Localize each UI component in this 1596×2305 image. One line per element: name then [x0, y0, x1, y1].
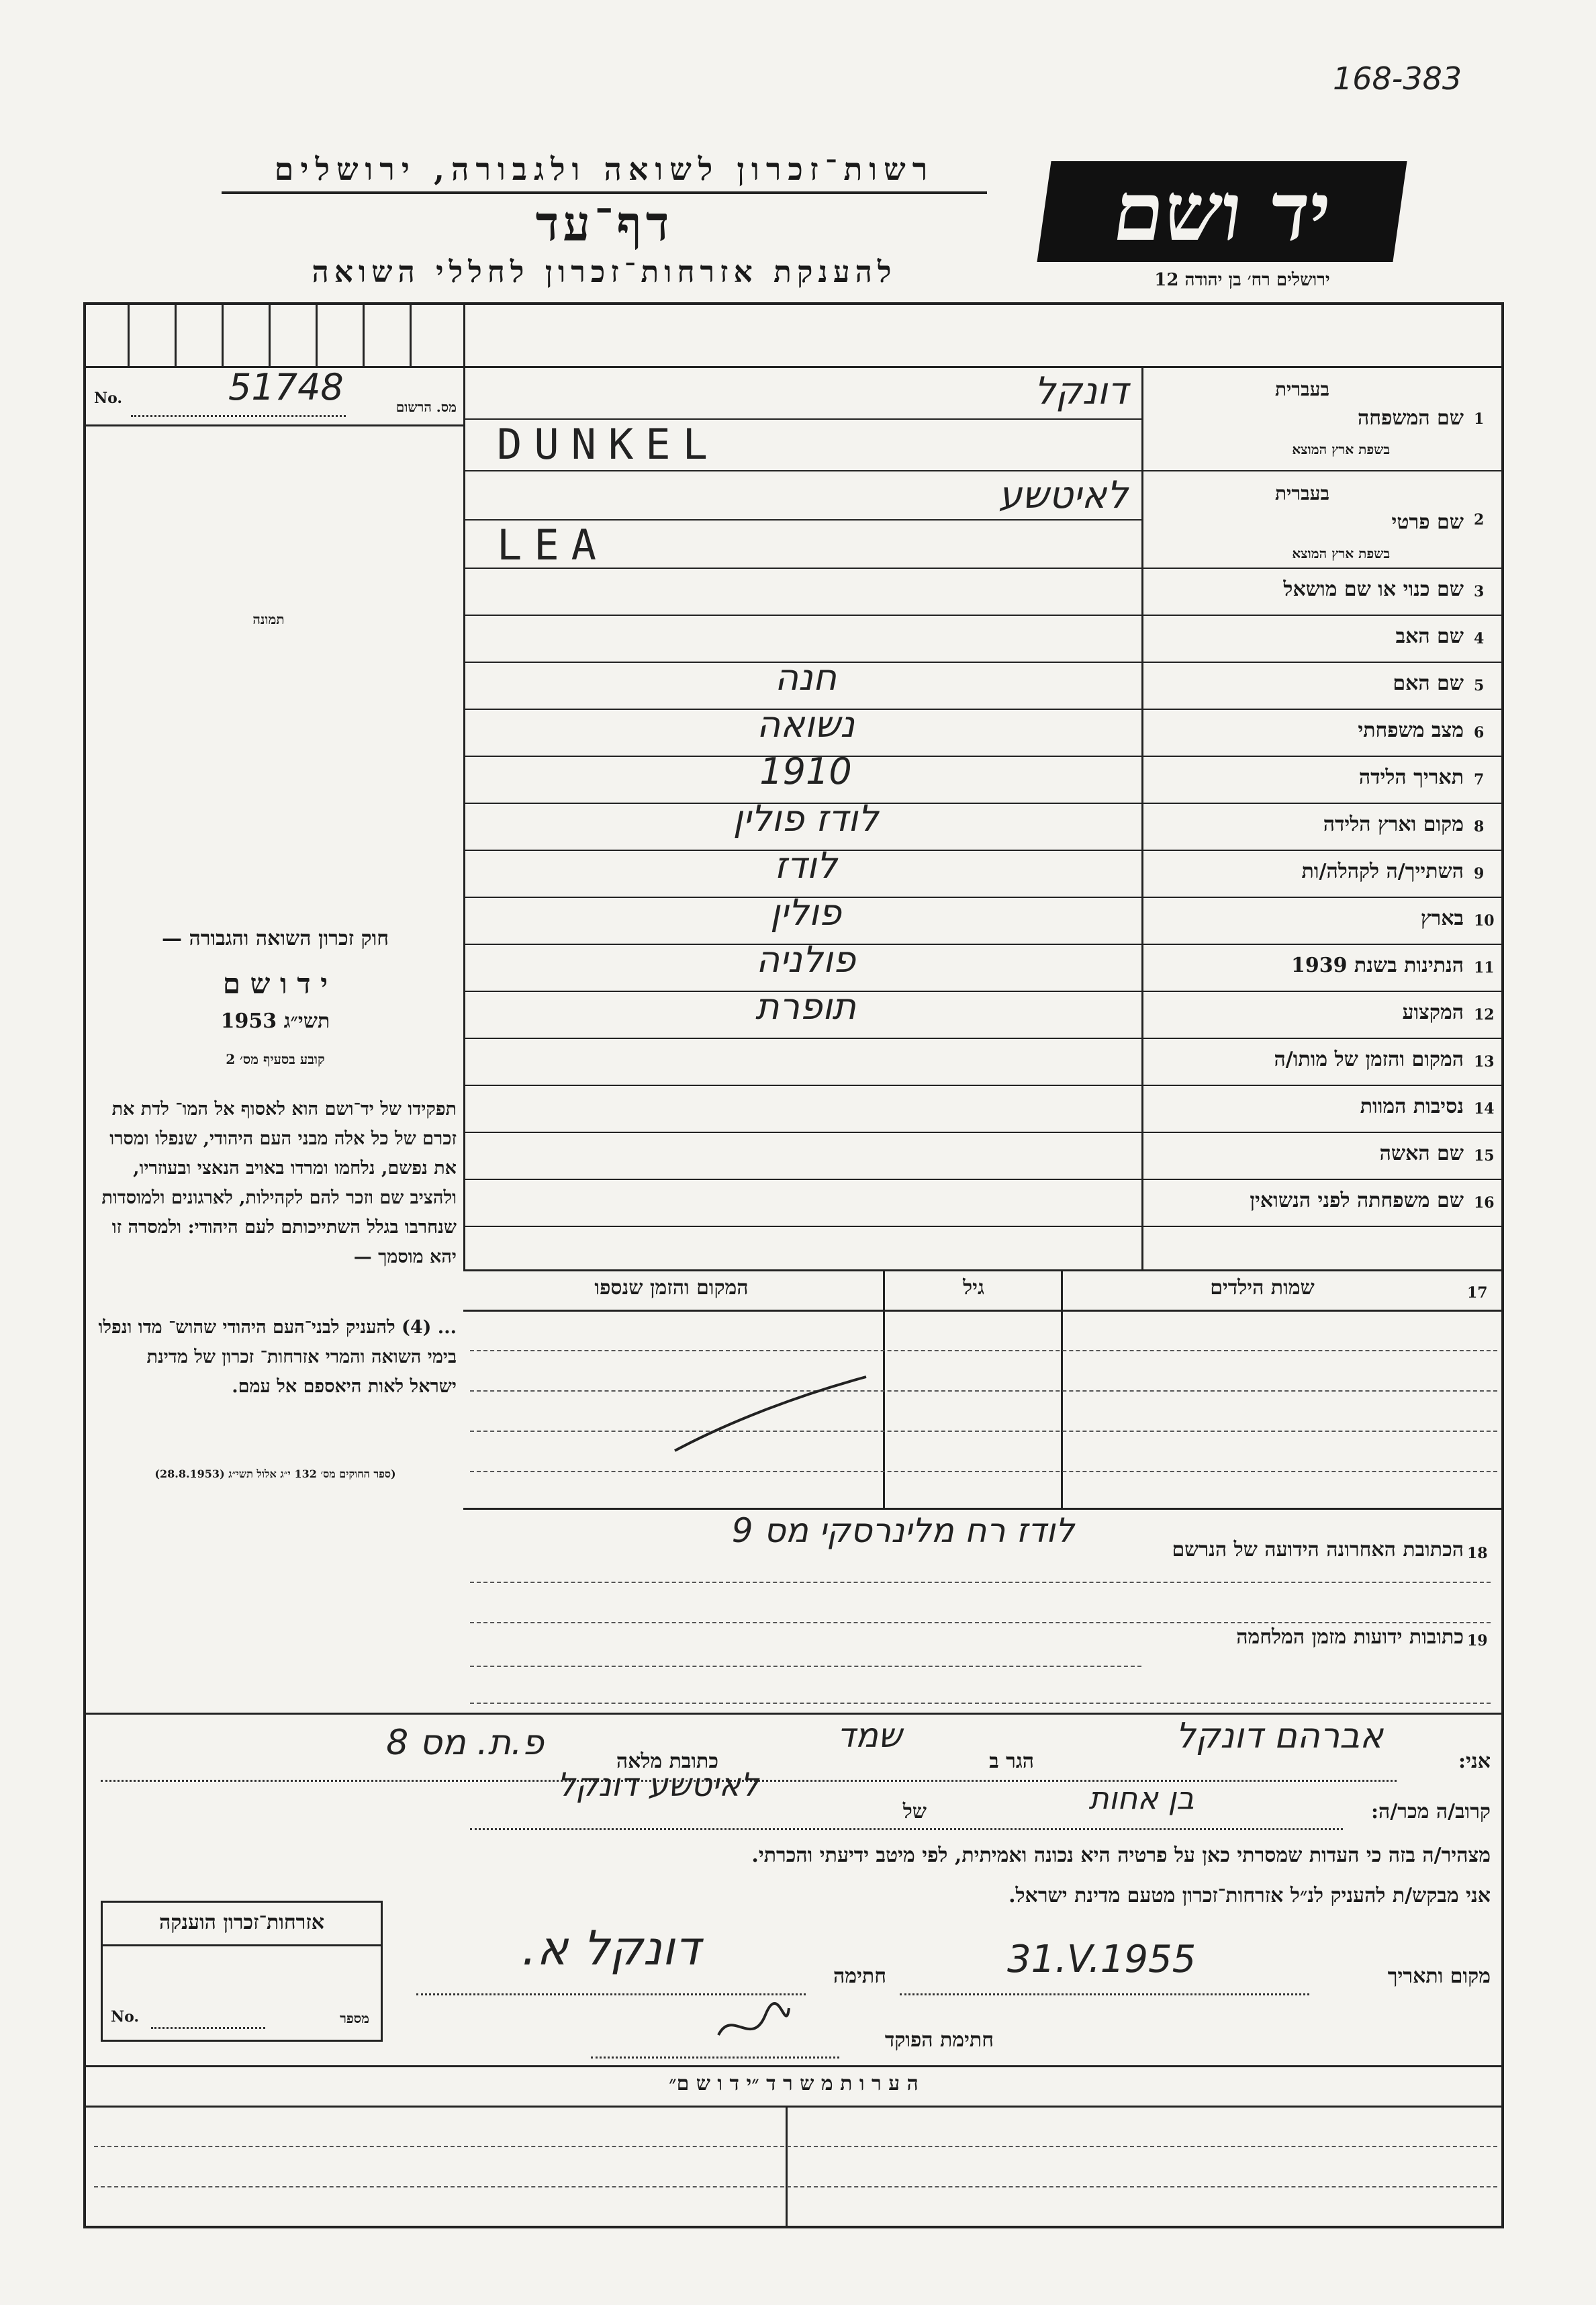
officer-signature-mark [712, 1995, 792, 2055]
field-18-number: 18 [1467, 1545, 1488, 1562]
left-column-divider [463, 302, 465, 1269]
citizenship-no-label: No. [111, 2008, 140, 2026]
box-divider [316, 302, 318, 366]
field-6-value: נשואה [757, 703, 855, 745]
field-1-hebrew-value: דונקל [1034, 369, 1128, 413]
field-1-number: 1 [1474, 410, 1485, 428]
declaration-top-line [83, 1713, 1504, 1715]
box-divider [128, 302, 130, 366]
children-row-line [470, 1471, 1497, 1472]
address-line [470, 1703, 1491, 1704]
field-12-label: המקצוע [1402, 1001, 1464, 1024]
box-divider [269, 302, 271, 366]
reg-no-heb: מס. הרשום [395, 399, 457, 415]
of-label: של [902, 1800, 927, 1823]
children-row-line [470, 1390, 1497, 1392]
field-row-line [463, 1085, 1504, 1086]
reg-no-line [131, 415, 346, 417]
field-17-number: 17 [1467, 1284, 1488, 1302]
address-line [470, 1666, 1141, 1667]
children-row-line [470, 1350, 1497, 1351]
officer-signature-line [591, 2057, 839, 2059]
field-9-number: 9 [1474, 865, 1485, 883]
relative-value: בן אחות [1088, 1780, 1194, 1816]
box-divider [175, 302, 177, 366]
box-divider [222, 302, 224, 366]
law-reference: (ספר החוקים מס׳ 132 י״ג אלול תשי״ג (28.8.1953) [154, 1467, 396, 1480]
field-row-line [463, 568, 1504, 569]
law-year: תשי״ג 1953 [220, 1009, 330, 1033]
relative-label: קרוב/ה מכר/ה: [1370, 1800, 1491, 1823]
field-row-line [463, 470, 1504, 471]
field-3-number: 3 [1474, 583, 1485, 600]
field-2-hebrew-value: לאיטשע [998, 473, 1128, 517]
field-row-line [463, 1226, 1504, 1227]
full-address-label: כתובת מלאה [616, 1750, 718, 1773]
field-12-value: תופרת [755, 985, 856, 1028]
field-2-hebrew-tag: בעברית [1274, 482, 1329, 504]
office-notes-label: ה ע ר ו ת מ ש ר ד ״י ד ו ש ם״ [669, 2072, 919, 2095]
place-date-line [900, 1993, 1309, 1995]
field-2-number: 2 [1474, 510, 1485, 529]
field-14-number: 14 [1474, 1100, 1495, 1118]
children-strikethrough-stroke [671, 1370, 873, 1457]
field-1-hebrew-tag: בעברית [1274, 378, 1329, 400]
field-11-label: הנתינות בשנת 1939 [1290, 954, 1464, 977]
address-line [470, 1582, 1491, 1583]
field-3-label: שם כנוי או שם מושאל [1283, 578, 1464, 601]
field-row-line [463, 1132, 1504, 1133]
field-18-label: הכתובת האחרונה הידועה של הנרשם [1172, 1538, 1464, 1562]
form-subtitle: להענקת אזרחות־זכרון לחללי השואה [312, 255, 897, 289]
field-6-label: מצב משפחתי [1358, 719, 1464, 742]
children-header-underline [463, 1310, 1504, 1312]
children-age-header: גיל [963, 1276, 984, 1300]
field-9-value: לודז [774, 844, 837, 887]
field-19-label: כתובות ידועות מזמן המלחמה [1236, 1625, 1464, 1649]
place-date-value: 31.V.1955 [1007, 1938, 1196, 1981]
label-column-divider [1141, 366, 1143, 1269]
field-8-value: לודז פולין [733, 797, 879, 840]
children-row-line [470, 1431, 1497, 1432]
field-7-value: 1910 [759, 750, 852, 793]
field-1-origin-value: DUNKEL [497, 419, 720, 469]
field-13-label: המקום והזמן של מותו/ה [1274, 1048, 1464, 1071]
field-4-number: 4 [1474, 630, 1485, 647]
law-clause: קובע בסעיף מס׳ 2 [226, 1051, 325, 1067]
field-15-number: 15 [1474, 1147, 1495, 1165]
declarant-name: אברהם דונקל [1175, 1716, 1383, 1756]
law-title: חוק זכרון השואה והגבורה — [162, 927, 389, 950]
yad-vashem-logo: יד ושם [1037, 161, 1407, 262]
field-4-label: שם האב [1395, 625, 1464, 648]
declarant-label: אני: [1458, 1750, 1491, 1773]
field-5-value: חנה [774, 656, 837, 698]
field-8-label: מקום וארץ הלידה [1323, 813, 1464, 836]
field-16-label: שם משפחתה לפני הנשואין [1250, 1189, 1464, 1212]
office-notes-line [94, 2146, 1497, 2147]
field-10-number: 10 [1474, 912, 1495, 930]
field-13-number: 13 [1474, 1053, 1495, 1071]
children-header-line [463, 1269, 1504, 1271]
box-divider [363, 302, 365, 366]
field-row-line [463, 1179, 1504, 1180]
form-title: דף־עד [535, 195, 673, 252]
field-2-origin-tag: בשפת ארץ המוצא [1292, 545, 1390, 561]
handwritten-registry-number: 168-383 [1333, 60, 1462, 97]
citizenship-no-line [151, 2027, 265, 2029]
field-11-value: פולניה [755, 938, 856, 981]
law-text-2: ... (4) להעניק לבני־העם היהודי שהוש־ מדו ונפלו בימי השואה והמרי אזרחות־ זכרון של מדינת ישראל לאות היאספם אל עמם. [98, 1317, 457, 1397]
photo-label: תמונה [252, 611, 285, 627]
officer-signature-label: חתימת הפוקד [884, 2028, 994, 2052]
field-18-value: לודז רח מלינרסקי מס 9 [731, 1511, 1074, 1550]
field-2-label: שם פרטי [1391, 510, 1464, 534]
field-10-value: פולין [770, 891, 841, 934]
full-address-value: פ.ת. מס 8 [386, 1723, 544, 1763]
address-section-line [463, 1508, 1504, 1510]
field-7-number: 7 [1474, 771, 1485, 788]
field-12-number: 12 [1474, 1006, 1495, 1024]
citizenship-no-heb: מספר [340, 2010, 369, 2026]
office-notes-top-line [83, 2065, 1504, 2067]
field-10-label: בארץ [1420, 907, 1464, 930]
field-14-label: נסיבות המוות [1360, 1095, 1464, 1118]
reg-no-label: No. [94, 390, 123, 407]
field-19-number: 19 [1467, 1632, 1488, 1649]
signature-label: חתימה [833, 1964, 886, 1988]
of-value: לאיטשע דונקל [557, 1766, 759, 1804]
field-5-label: שם האם [1393, 672, 1464, 695]
statement-2: אני מבקש/ת להעניק לנ״ל אזרחות־זכרון מטעם מדינת ישראל. [1008, 1884, 1491, 1907]
statement-1: מצהיר/ה בזה כי העדות שמסרתי כאן על פרטיה היא נכונה ואמיתית, לפי מיטב ידיעתי והכרתי. [751, 1844, 1491, 1867]
reg-no-underline [83, 424, 463, 426]
office-notes-line [94, 2186, 1497, 2187]
field-11-number: 11 [1474, 959, 1495, 977]
field-2-origin-value: LEA [497, 520, 608, 570]
field-15-label: שם האשה [1379, 1142, 1464, 1165]
box-divider [410, 302, 412, 366]
office-notes-header-line [83, 2106, 1504, 2108]
children-death-header: המקום והזמן שנספו [594, 1276, 749, 1300]
field-8-number: 8 [1474, 818, 1485, 835]
law-name: י ד ו ש ם [222, 967, 328, 1000]
header-underline [222, 191, 987, 194]
field-5-number: 5 [1474, 677, 1485, 694]
field-9-label: השתייך/ה לקהלה/ות [1301, 860, 1464, 883]
place-date-label: מקום ותאריך [1387, 1964, 1491, 1988]
address-line [470, 1622, 1491, 1623]
field-6-number: 6 [1474, 724, 1485, 741]
resides-value: שמד [837, 1716, 902, 1755]
signature-value: דונקל א. [521, 1921, 701, 1976]
field-row-line [463, 615, 1504, 616]
field-1-origin-tag: בשפת ארץ המוצא [1292, 441, 1390, 457]
reg-no-value: 51748 [228, 366, 344, 408]
field-16-number: 16 [1474, 1194, 1495, 1212]
field-7-label: תאריך הלידה [1358, 766, 1464, 789]
resides-label: הגר ב [989, 1750, 1034, 1773]
logo-address: ירושלים רח׳ בן יהודה 12 [1154, 270, 1330, 290]
children-names-header: שמות הילדים [1210, 1276, 1315, 1300]
relative-line [470, 1828, 1343, 1830]
citizenship-box-title: אזרחות־זכרון הוענקה [158, 1911, 325, 1934]
citizenship-box-line [101, 1944, 383, 1946]
law-text: תפקידו של יד־ושם הוא לאסוף אל המו־ לדת את זכרם של כל אלה מבני העם היהודי, שנפלו ומסרו את נפשם, נלחמו ומרדו באויב הנאצי ובעוזריו, ולהציב שם וזכר להם לקהילות, לארגונים ולמוסדות שנחרבו בגלל השתייכותם לעם היהודי: ולמסרה זו יהא מוסמך — [101, 1099, 457, 1267]
authority-header: רשות־זכרון לשואה ולגבורה, ירושלים [274, 151, 935, 187]
field-row-line [463, 1038, 1504, 1039]
office-notes-divider [786, 2106, 788, 2228]
field-1-label: שם המשפחה [1357, 406, 1464, 430]
